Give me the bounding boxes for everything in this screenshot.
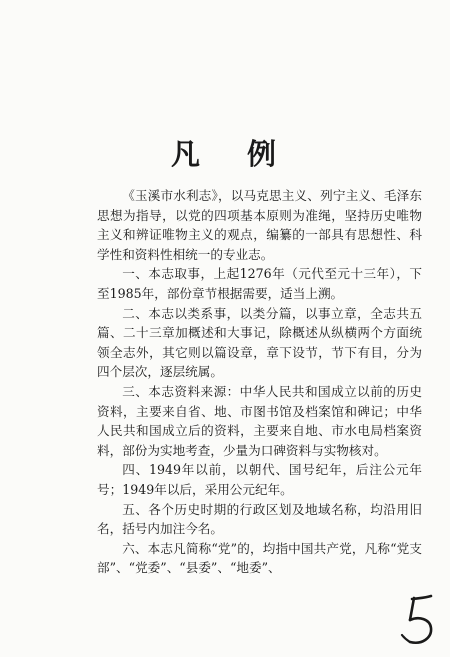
paragraph-4: 四、1949年以前，以朝代、国号纪年，后注公元年号；1949年以后，采用公元纪年。: [97, 462, 422, 497]
paragraph-2: 二、本志以类系事，以类分篇，以事立章，全志共五篇、二十三章加概述和大事记，除概述从纵横两个方面统领全志外，其它则以篇设章，章下设节，节下有目，分为四个层次，逐层统属。: [97, 305, 422, 380]
body-text: [97, 186, 422, 578]
paragraph-1: 一、本志取事，上起1276年（元代至元十三年），下至1985年，部份章节根据需要，适当上溯。: [97, 266, 422, 301]
section-heading: [0, 134, 450, 174]
paragraph-3: 三、本志资料来源：中华人民共和国成立以前的历史资料，主要来自省、地、市图书馆及档案馆和碑记；中华人民共和国成立后的资料，主要来自地、市水电局档案资料，部份为实地考查，少量为口碑资料与实物核对。: [97, 383, 422, 458]
paragraph-5: 五、各个历史时期的行政区划及地域名称，均沿用旧名，括号内加注今名。: [97, 501, 422, 537]
heading-char-fan: 凡: [171, 137, 201, 171]
handwritten-page-number: [395, 590, 445, 650]
heading-char-li: 例: [247, 137, 277, 171]
paragraph-6: 六、本志凡简称“党”的，均指中国共产党，凡称“党支部”、“党委”、“县委”、“地委”、: [97, 540, 422, 576]
paragraph-intro: 《玉溪市水利志》，以马克思主义、列宁主义、毛泽东思想为指导，以党的四项基本原则为准绳，坚持历史唯物主义和辨证唯物主义的观点，编纂的一部具有思想性、科学性和资料性相统一的专业志。: [97, 188, 422, 262]
